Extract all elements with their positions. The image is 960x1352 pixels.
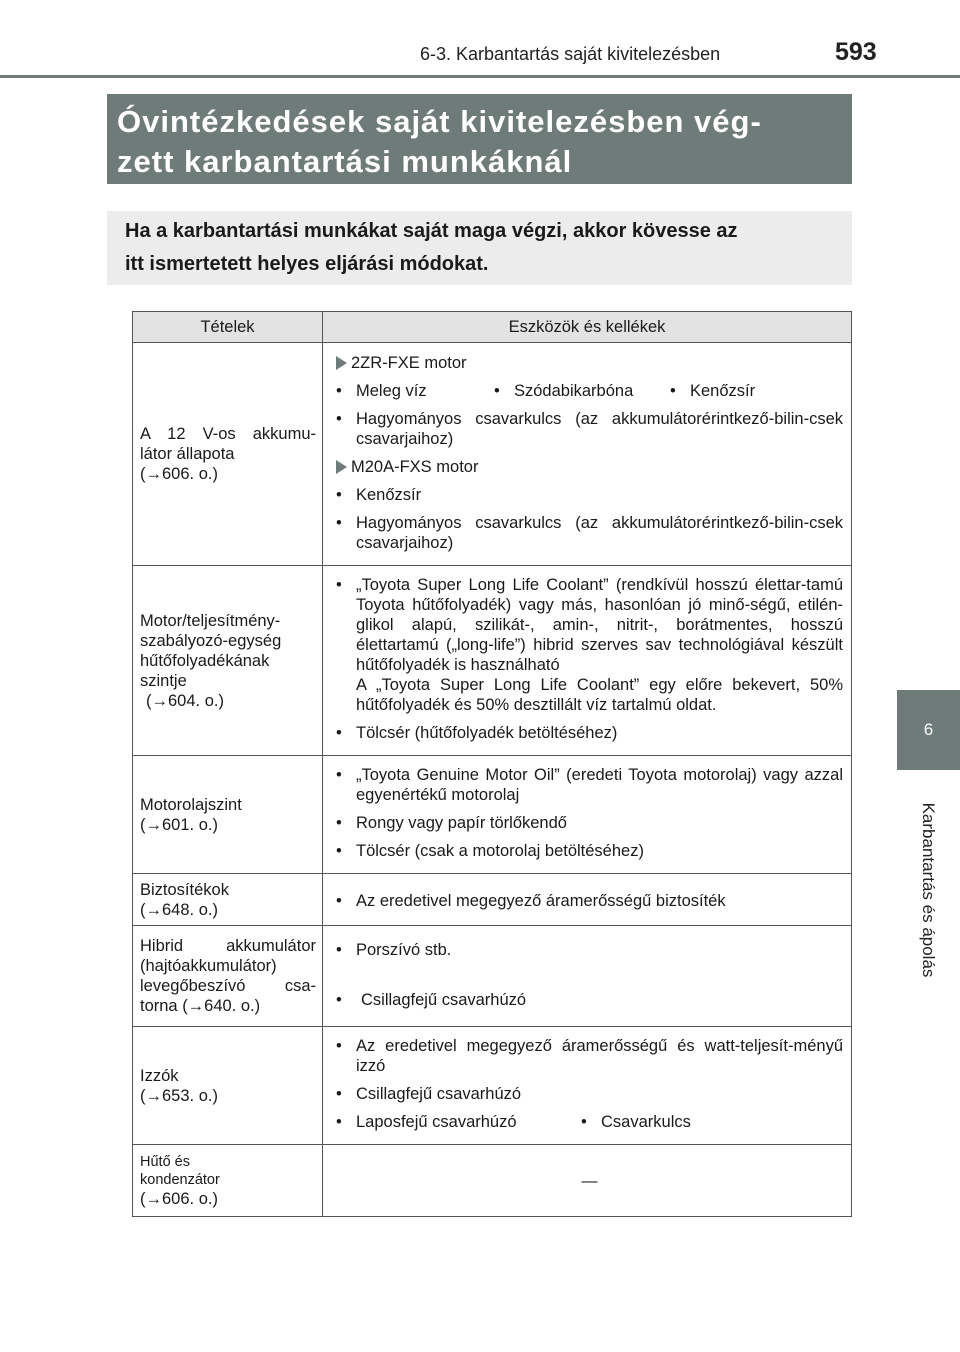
list-item [336,940,843,960]
chapter-label [897,780,960,1000]
item-text: (hajtóakkumulátor) [140,957,277,975]
item-text: szintje [140,671,187,690]
tool-text: Csillagfejű csavarhúzó [356,1085,522,1103]
bullet-icon: • [336,891,342,910]
tool-text: A „Toyota Super Long Life Coolant” egy előre bekevert, 50% hűtőfolyadék és 50% desztillált víz tartalmú oldat. [356,676,843,714]
bullet-icon: • [336,724,342,742]
item-text: Motorolajszint [140,795,242,814]
chapter-label-text: Karbantartás és ápolás [919,802,938,978]
bullet-icon: • [581,1113,587,1131]
engine-label: M20A-FXS motor [351,457,479,476]
table-row [133,566,852,756]
list-item [336,813,843,833]
list-item-note [336,675,843,715]
item-ref: torna (→640. o.) [140,997,261,1015]
item-text: A 12 V-os akkumu- [140,425,316,443]
tool-text: Csillagfejű csavarhúzó [361,990,527,1009]
triangle-marker-icon [336,356,347,370]
item-ref: (→606. o.) [140,1189,218,1208]
engine-heading [336,457,843,477]
tool-text: Tölcsér (csak a motorolaj betöltéséhez) [356,842,644,860]
list-item [336,575,843,675]
item-text: levegőbeszívó csa- [140,977,316,995]
bullet-icon: • [336,1085,342,1103]
tools-hybrid-battery [323,926,852,1027]
item-ref: (→601. o.) [140,815,218,834]
triangle-marker-icon [336,460,347,474]
tool-text: Hagyományos csavarkulcs (az akkumulátorérintkező-bilin-csek csavarjaihoz) [356,409,843,448]
item-text: látor állapota [140,445,235,463]
item-battery [133,343,323,566]
list-item [336,841,843,861]
table-row [133,926,852,1027]
bullet-icon: • [336,1037,342,1055]
bullet-icon: • [336,990,342,1009]
col-header-items: Tételek [133,312,323,343]
intro-box [107,211,852,285]
table-header-row [133,312,852,343]
item-text: hűtőfolyadékának [140,651,270,670]
tool-text: Porszívó stb. [356,940,452,959]
bullet-icon: • [670,381,676,400]
item-ref: (→648. o.) [140,900,218,919]
title-line-1: Óvintézkedések saját kivitelezésben vég- [117,104,762,139]
tool-text: Meleg víz [356,381,427,400]
item-hybrid-battery [133,926,323,1027]
item-condenser [133,1145,323,1217]
title-banner [107,94,852,184]
item-text: Izzók [140,1066,179,1085]
tool-text: Laposfejű csavarhúzó [356,1113,517,1131]
tool-text: „Toyota Genuine Motor Oil” (eredeti Toyota motorolaj) vagy azzal egyenértékű motorolaj [356,766,843,804]
tool-text: Az eredetivel megegyező áramerősségű biztosíték [356,891,726,910]
tool-text: Csavarkulcs [601,1113,691,1131]
tools-oil [323,756,852,874]
tools-bulbs [323,1027,852,1145]
item-text: kondenzátor [140,1171,220,1188]
tools-fuses [323,874,852,926]
list-item [336,485,843,505]
bullet-icon: • [336,814,342,832]
tool-text: Szódabikarbóna [514,381,634,400]
tool-text: Rongy vagy papír törlőkendő [356,814,567,832]
item-ref: (→653. o.) [140,1086,218,1105]
list-item [336,990,843,1010]
bullet-icon: • [336,842,342,860]
col-header-tools: Eszközök és kellékek [323,312,852,343]
table-row [133,1027,852,1145]
item-ref: (→604. o.) [146,691,224,710]
table-row [133,756,852,874]
list-item [336,765,843,805]
table-row [133,1145,852,1217]
intro-line-1: Ha a karbantartási munkákat saját maga végzi, akkor kövesse az [125,220,738,242]
list-item [336,513,843,553]
list-item [336,1112,843,1132]
empty-dash: — [581,1172,598,1190]
list-item [336,1036,843,1076]
list-item [336,381,843,401]
list-item [336,1084,843,1104]
engine-heading [336,353,843,373]
item-text: Hűtő és [140,1153,190,1170]
intro-line-2: itt ismertetett helyes eljárási módokat. [125,253,489,275]
tool-text: Az eredetivel megegyező áramerősségű és watt-teljesít-ményű izzó [356,1037,843,1075]
tools-condenser [323,1145,852,1217]
maintenance-table [132,311,852,1217]
item-text: szabályozó-egység [140,631,282,650]
tool-text: Kenőzsír [690,381,756,400]
header-divider [0,75,960,78]
list-item [336,891,843,911]
table-row [133,874,852,926]
bullet-icon: • [336,513,342,532]
bullet-icon: • [336,576,342,594]
item-text: Hibrid akkumulátor [140,937,316,955]
bullet-icon: • [336,940,342,959]
tools-battery [323,343,852,566]
bullet-icon: • [336,1113,342,1131]
tools-coolant [323,566,852,756]
table-row [133,343,852,566]
tool-text: „Toyota Super Long Life Coolant” (rendkívül hosszú élettar-tamú Toyota hűtőfolyadék) vagy más, hasonlóan jó minő-ségű, etilén-glikol alapú, szilikát-, amin-, nitrit-, borátmentes, hosszú élettartamú („long-life”) hibrid szerves sav technológiával készült hűtőfolyadék is használható [356,576,843,674]
bullet-icon: • [336,766,342,784]
bullet-icon: • [336,485,342,504]
bullet-icon: • [336,409,342,428]
section-title: 6-3. Karbantartás saját kivitelezésben [420,44,721,64]
chapter-number-tab: 6 [897,690,960,770]
item-ref: (→606. o.) [140,465,218,483]
tool-text: Hagyományos csavarkulcs (az akkumulátorérintkező-bilin-csek csavarjaihoz) [356,513,843,552]
item-fuses [133,874,323,926]
list-item [336,723,843,743]
bullet-icon: • [494,381,500,400]
engine-label: 2ZR-FXE motor [351,353,467,372]
item-text: Motor/teljesítmény- [140,611,281,630]
item-bulbs [133,1027,323,1145]
page-number: 593 [835,38,877,66]
item-text: Biztosítékok [140,880,229,899]
tool-text: Tölcsér (hűtőfolyadék betöltéséhez) [356,724,618,742]
item-coolant [133,566,323,756]
list-item [336,409,843,449]
item-oil [133,756,323,874]
bullet-icon: • [336,381,342,400]
tool-text: Kenőzsír [356,485,422,504]
title-line-2: zett karbantartási munkáknál [117,144,573,179]
